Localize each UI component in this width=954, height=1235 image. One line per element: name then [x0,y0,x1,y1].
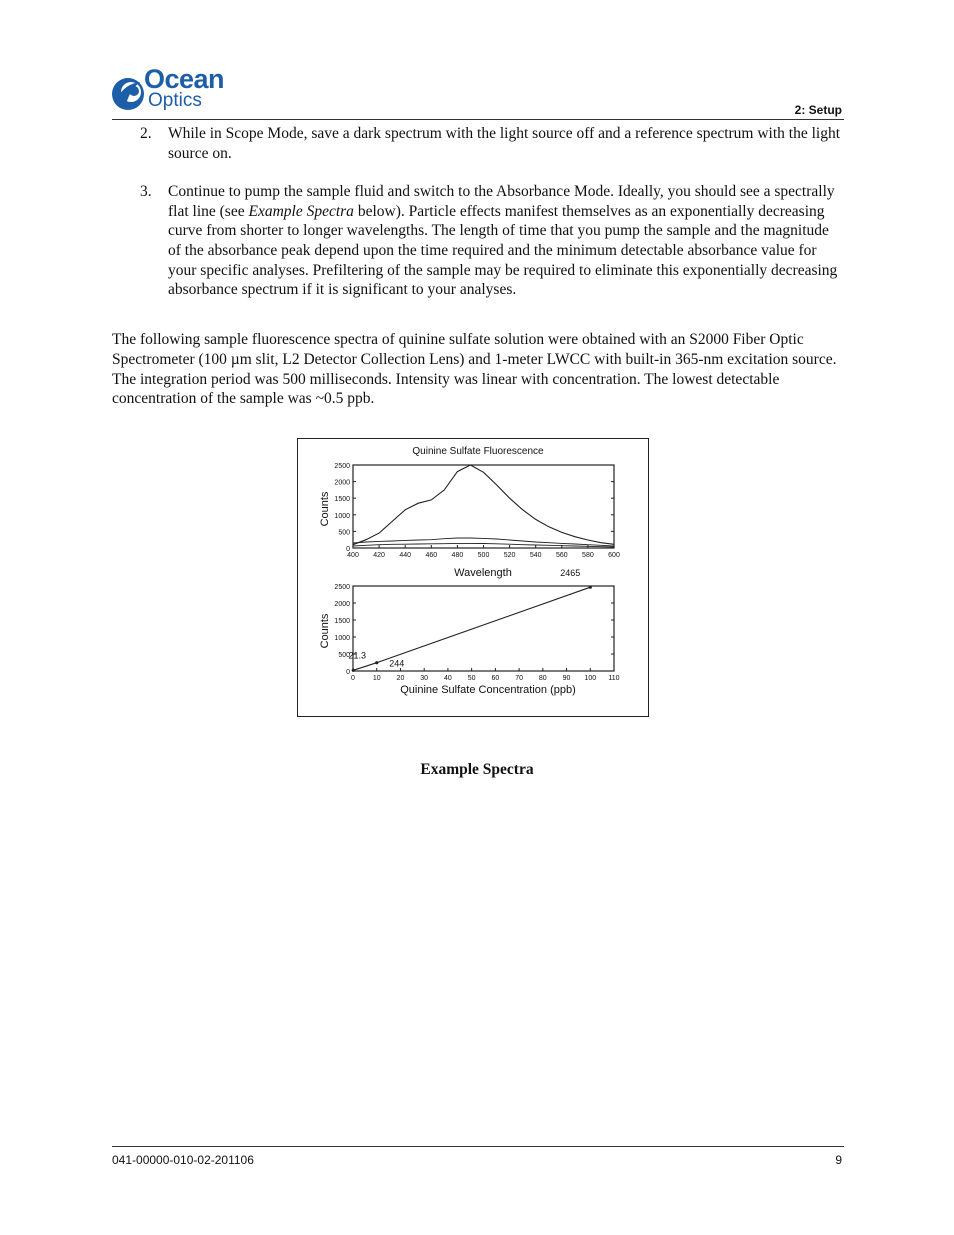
y-axis-label: Counts [319,491,331,527]
x-tick-label: 110 [608,675,620,682]
x-tick-label: 40 [444,675,452,682]
fluorescence-series [353,465,614,547]
y-tick-label: 2000 [334,479,350,487]
x-tick-label: 500 [477,552,490,559]
x-tick-label: 460 [425,552,438,559]
body-paragraph: The following sample fluorescence spectra of quinine sulfate solution were obtained with an S2000 Fiber Optic Spectrometer (100 µm slit, L2 Detector Collection Lens) and 1-meter LWCC with built-in 365-nm excitation source. The integration period was 500 milliseconds. Intensity was linear with concentration. The lowest detectable concentration of the sample was ~0.5 ppb. [112,331,837,408]
x-tick-label: 60 [491,675,500,682]
y-tick-label: 500 [338,529,350,537]
fluorescence-plot-frame [353,465,614,548]
y-tick-label: 0 [346,669,350,676]
x-tick-label: 0 [351,675,355,682]
x-tick-label: 480 [451,552,464,559]
data-point [589,586,592,589]
y-tick-label: 500 [338,652,350,659]
data-label: 244 [389,658,405,669]
fluorescence-x-axis [347,545,620,559]
y-tick-label: 1500 [334,618,350,625]
logo-wordmark-ocean: Ocean [144,64,225,94]
y-tick-label: 1000 [334,635,350,642]
x-axis-label: Quinine Sulfate Concentration (ppb) [400,684,576,696]
data-point [375,661,378,664]
y-axis-label: Counts [319,613,331,649]
section-label: 2: Setup [794,103,842,117]
x-tick-label: 80 [538,675,547,682]
x-tick-label: 50 [467,675,476,682]
instruction-list [112,124,844,300]
page-number: 9 [835,1153,842,1167]
x-tick-label: 400 [347,552,359,559]
spectra-charts [298,439,650,718]
data-label: 2465 [560,568,581,579]
list-item [112,124,844,163]
example-spectra-figure [297,438,649,717]
data-label: 21.3 [348,650,367,661]
footer-divider [112,1146,844,1147]
list-item-number: 3. [140,183,152,201]
x-tick-label: 30 [420,675,429,682]
list-item-number: 2. [140,125,152,142]
y-tick-label: 2000 [334,601,350,608]
x-tick-label: 560 [555,552,568,559]
header-divider [112,119,844,120]
x-tick-label: 10 [372,675,381,682]
data-point [352,669,355,672]
concentration-x-axis [351,668,620,682]
x-tick-label: 440 [399,552,412,559]
x-tick-label: 600 [608,552,620,559]
spectrum-line [353,538,614,546]
concentration-series [348,568,591,672]
logo-wordmark-optics: Optics [148,90,202,111]
list-item [112,182,844,300]
ocean-optics-logo [110,64,235,118]
x-tick-label: 540 [529,552,542,559]
y-tick-label: 1000 [334,512,350,520]
x-tick-label: 580 [582,552,594,559]
list-item-text-start: Continue to pump the sample fluid and switch to the Absorbance Mode. Ideally, you should see a spectrally flat line (see [168,183,835,220]
y-tick-label: 2500 [334,584,350,591]
x-tick-label: 90 [562,675,571,682]
document-number: 041-00000-010-02-201106 [112,1153,254,1167]
x-tick-label: 70 [515,675,523,682]
figure-caption: Example Spectra [420,761,534,778]
figure-reference: Example Spectra [248,202,354,220]
x-tick-label: 420 [373,552,385,559]
y-tick-label: 2500 [334,463,350,470]
y-tick-label: 1500 [334,496,350,504]
y-tick-label: 0 [346,546,350,553]
x-tick-label: 20 [396,675,405,682]
chart-title: Quinine Sulfate Fluorescence [412,446,544,457]
x-tick-label: 100 [584,675,597,682]
list-item-text-end: below). Particle effects manifest themselves as an exponentially decreasing curve from shorter to longer wavelengths. The length of time that you pump the sample and the magnitude of the absorbance peak depend upon the time required and the minimum detectable absorbance value for your specific analyses. Prefiltering of the sample may be required to eliminate this exponentially decreasing absorbance spectrum if it is significant to your analyses. [168,202,838,299]
x-tick-label: 520 [503,552,516,559]
x-axis-label: Wavelength [454,567,512,579]
spectrum-line [353,465,614,545]
fluorescence-y-axis [334,463,614,553]
list-item-text: While in Scope Mode, save a dark spectrum with the light source off and a reference spectrum with the light source on. [168,125,841,162]
